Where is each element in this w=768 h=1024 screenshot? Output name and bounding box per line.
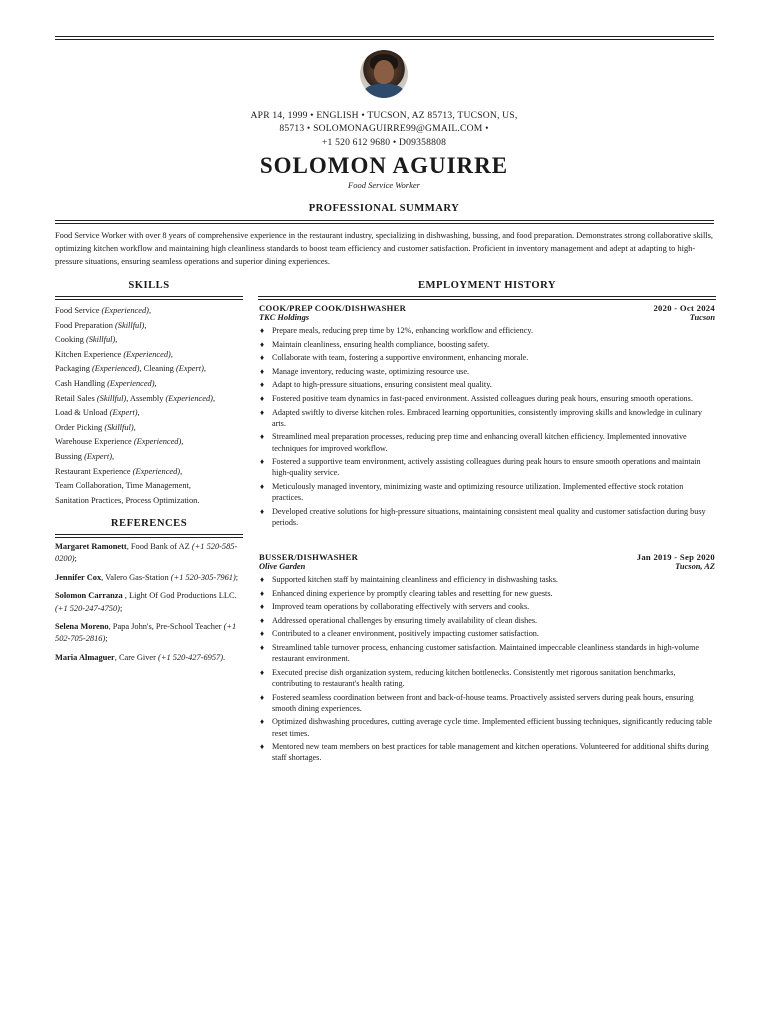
reference-item bbox=[55, 572, 245, 584]
skill-separator: , bbox=[137, 408, 140, 418]
skill-level: (Experienced) bbox=[133, 437, 182, 447]
job-dates: 2020 - Oct 2024 bbox=[653, 303, 715, 313]
skill-level: (Experienced) bbox=[91, 364, 140, 374]
reference-name: Selena Moreno bbox=[55, 622, 109, 632]
reference-phone: (+1 502-705-2816) bbox=[55, 622, 237, 644]
reference-end: ; bbox=[235, 572, 239, 582]
skill-name: Sanitation Practices, Process Optimization. bbox=[55, 495, 200, 505]
reference-name: Margaret Ramonett bbox=[55, 542, 127, 551]
job-bullet: ♦ Supported kitchen staff by maintaining cleanliness and efficiency in dishwashing tasks. bbox=[259, 574, 715, 585]
skill-item bbox=[55, 421, 245, 436]
skill-name: Order Picking bbox=[55, 422, 105, 432]
reference-phone: (+1 520-427-6957) bbox=[158, 652, 224, 662]
skill-item bbox=[55, 450, 245, 465]
skills-list bbox=[55, 304, 245, 508]
skill-separator: , bbox=[170, 349, 173, 359]
reference-organization: , Care Giver bbox=[114, 652, 159, 662]
job-bullet: ♦ Executed precise dish organization system, reducing kitchen bottlenecks. Consistently met rigorous sanitation benchmarks, contributing to restaurant's health rating. bbox=[259, 667, 715, 689]
skill-level: (Skillful) bbox=[85, 335, 116, 345]
skill-separator: , Assembly bbox=[126, 393, 166, 403]
job-subheader bbox=[259, 562, 715, 571]
job-header bbox=[259, 303, 715, 313]
reference-end: ; bbox=[74, 554, 77, 564]
job-company: Olive Garden bbox=[259, 562, 306, 571]
skill-item bbox=[55, 319, 245, 334]
skill-name: Food Preparation bbox=[55, 320, 116, 330]
skill-separator: , bbox=[180, 466, 183, 476]
skill-name: Food Service bbox=[55, 306, 102, 315]
job-header bbox=[259, 552, 715, 562]
contact-info bbox=[225, 109, 543, 149]
skill-level: (Expert) bbox=[175, 364, 204, 374]
job-location: Tucson, AZ bbox=[675, 562, 715, 571]
job-bullet: ♦ Addressed operational challenges by ensuring timely availability of clean dishes. bbox=[259, 615, 715, 626]
job-bullet: ♦ Adapt to high-pressure situations, ensuring consistent meal quality. bbox=[259, 379, 715, 390]
reference-name: Solomon Carranza bbox=[55, 591, 123, 601]
skill-separator: , bbox=[181, 437, 184, 447]
reference-phone: (+1 520-585-0200) bbox=[55, 542, 238, 564]
skill-level: (Experienced) bbox=[107, 378, 155, 388]
job-title: BUSSER/DISHWASHER bbox=[259, 552, 359, 562]
skill-separator: , bbox=[203, 364, 206, 374]
job-bullet: ♦ Contributed to a cleaner environment, positively impacting customer satisfaction. bbox=[259, 628, 715, 639]
job-bullet: ♦ Streamlined table turnover process, enhancing customer satisfaction. Maintained impeccable cleanliness standards in high-volume restaurant environment. bbox=[259, 642, 715, 664]
job-bullet: ♦ Maintain cleanliness, ensuring health compliance, boosting safety. bbox=[259, 339, 715, 350]
skill-level: (Expert) bbox=[84, 451, 112, 461]
skill-item bbox=[55, 406, 245, 421]
skill-name: Kitchen Experience bbox=[55, 349, 124, 359]
reference-end: ; bbox=[119, 603, 123, 613]
reference-organization: , Food Bank of AZ bbox=[126, 542, 192, 551]
skill-level: (Experienced) bbox=[132, 466, 181, 476]
skill-name: Bussing bbox=[55, 451, 85, 461]
skill-item bbox=[55, 494, 245, 509]
skills-divider bbox=[55, 296, 243, 297]
job-bullet: ♦ Optimized dishwashing procedures, cutting average cycle time. Implemented efficient bussing techniques, significantly reducing table reset times. bbox=[259, 716, 715, 738]
skill-name: Cash Handling bbox=[55, 378, 108, 388]
job-dates: Jan 2019 - Sep 2020 bbox=[636, 552, 715, 562]
reference-item bbox=[55, 590, 245, 615]
job-entry bbox=[259, 303, 715, 531]
profile-photo-face bbox=[374, 60, 394, 84]
summary-heading: PROFESSIONAL SUMMARY bbox=[308, 203, 460, 214]
skills-divider-secondary bbox=[55, 299, 243, 300]
skill-separator: , bbox=[144, 320, 147, 330]
skill-level: (Experienced) bbox=[123, 349, 171, 359]
job-bullet: ♦ Mentored new team members on best practices for table management and kitchen operations. Volunteered for additional shifts during staff shortages. bbox=[259, 741, 715, 763]
job-bullet: ♦ Fostered positive team dynamics in fast-paced environment. Assisted colleagues during peak hours, ensuring smooth operations. bbox=[259, 393, 715, 404]
employment-divider bbox=[258, 296, 716, 297]
references-list bbox=[55, 541, 245, 670]
reference-name: Jennifer Cox bbox=[55, 572, 102, 582]
candidate-title: Food Service Worker bbox=[348, 180, 420, 190]
summary-divider bbox=[55, 220, 714, 221]
candidate-name: SOLOMON AGUIRRE bbox=[259, 153, 509, 178]
reference-end: ; bbox=[105, 634, 108, 644]
job-bullet: ♦ Prepare meals, reducing prep time by 12%, enhancing workflow and efficiency. bbox=[259, 325, 715, 336]
skill-separator: , bbox=[148, 306, 152, 315]
references-divider-secondary bbox=[55, 537, 243, 538]
job-company: TKC Holdings bbox=[259, 313, 310, 322]
summary-text: Food Service Worker with over 8 years of comprehensive experience in the restaurant industry, specializing in dishwashing, bussing, and food preparation. Demonstrates strong collaborative skills, optimizing kitchen workflow and maintaining high cleanliness standards to boost team efficiency and customer satisfaction. Proficient in inventory management and adept at adapting to high-pressure situations, ensuring seamless operations and superior dining experiences. bbox=[55, 231, 713, 267]
reference-organization: , Light Of God Productions LLC. bbox=[122, 591, 237, 601]
job-bullet: ♦ Meticulously managed inventory, minimizing waste and optimizing resource utilization. Implemented effective stock rotation practices. bbox=[259, 481, 715, 503]
reference-item bbox=[55, 541, 245, 566]
top-divider bbox=[55, 36, 714, 37]
profile-photo-shirt bbox=[364, 84, 404, 98]
job-bullet: ♦ Manage inventory, reducing waste, optimizing resource use. bbox=[259, 366, 715, 377]
reference-organization: , Valero Gas-Station bbox=[101, 572, 171, 582]
skill-separator: , bbox=[115, 335, 118, 345]
reference-phone: (+1 520-305-7961) bbox=[170, 572, 236, 582]
skill-level: (Experienced) bbox=[165, 393, 213, 403]
reference-organization: , Papa John's, Pre-School Teacher bbox=[108, 622, 224, 632]
skill-separator: , bbox=[154, 378, 157, 388]
skill-item bbox=[55, 392, 245, 407]
skill-name: Restaurant Experience bbox=[55, 466, 133, 476]
skill-name: Cooking bbox=[55, 335, 86, 345]
job-entry bbox=[259, 552, 715, 766]
employment-heading: EMPLOYMENT HISTORY bbox=[417, 280, 557, 291]
skill-separator: , bbox=[212, 393, 216, 403]
job-bullet: ♦ Collaborate with team, fostering a supportive environment, enhancing morale. bbox=[259, 352, 715, 363]
skill-item bbox=[55, 362, 245, 377]
job-bullet: ♦ Improved team operations by collaborating effectively with servers and cooks. bbox=[259, 601, 715, 612]
summary-divider-secondary bbox=[55, 223, 714, 224]
job-subheader bbox=[259, 313, 715, 322]
contact-line-1: APR 14, 1999 • ENGLISH • TUCSON, AZ 85713, TUCSON, US, bbox=[250, 110, 518, 121]
references-divider bbox=[55, 534, 243, 535]
skill-name: Warehouse Experience bbox=[55, 437, 134, 447]
skill-item bbox=[55, 479, 245, 494]
skill-item bbox=[55, 377, 245, 392]
job-title: COOK/PREP COOK/DISHWASHER bbox=[259, 303, 407, 313]
skill-level: (Experienced) bbox=[101, 306, 149, 315]
skill-level: (Skillful) bbox=[104, 422, 134, 432]
skill-name: Retail Sales bbox=[55, 393, 97, 403]
contact-line-3: +1 520 612 9680 • D09358808 bbox=[321, 136, 447, 148]
skill-level: (Expert) bbox=[109, 408, 138, 418]
skill-item bbox=[55, 348, 245, 363]
job-bullets bbox=[259, 325, 715, 528]
job-bullet: ♦ Developed creative solutions for high-pressure situations, maintaining consistent meal quality and customer satisfaction during busy periods. bbox=[259, 506, 715, 528]
skill-separator: , bbox=[133, 422, 136, 432]
skill-name: Load & Unload bbox=[55, 408, 110, 418]
skill-separator: , Cleaning bbox=[139, 364, 176, 374]
employment-divider-secondary bbox=[258, 299, 716, 300]
top-divider-secondary bbox=[55, 39, 714, 40]
job-bullet: ♦ Enhanced dining experience by promptly clearing tables and resetting for new guests. bbox=[259, 588, 715, 599]
skills-heading: SKILLS bbox=[128, 280, 170, 291]
job-location: Tucson bbox=[689, 313, 715, 322]
job-bullet: ♦ Streamlined meal preparation processes, reducing prep time and enhancing overall kitchen efficiency. Implemented innovative techniques for improved workflow. bbox=[259, 431, 715, 453]
contact-line-2: 85713 • SOLOMONAGUIRRE99@GMAIL.COM • bbox=[279, 123, 489, 135]
job-bullet: ♦ Fostered seamless coordination between front and back-of-house teams. Proactively assisted servers during peak hours, ensuring smooth dining experiences. bbox=[259, 692, 715, 714]
skill-name: Packaging bbox=[55, 364, 92, 374]
skill-item bbox=[55, 465, 245, 480]
skill-separator: , bbox=[112, 451, 115, 461]
skill-name: Team Collaboration, Time Management, bbox=[55, 481, 191, 491]
job-bullet: ♦ Fostered a supportive team environment, actively assisting colleagues during peak hours to ensure smooth operations and maintain high-quality service. bbox=[259, 456, 715, 478]
skill-item bbox=[55, 435, 245, 450]
job-bullet: ♦ Adapted swiftly to diverse kitchen roles. Embraced learning opportunities, consistently improving skills and knowledge in culinary arts. bbox=[259, 407, 715, 429]
skill-item bbox=[55, 304, 245, 319]
reference-end: . bbox=[223, 652, 226, 662]
reference-item bbox=[55, 621, 245, 646]
skill-item bbox=[55, 333, 245, 348]
references-heading: REFERENCES bbox=[110, 518, 188, 529]
reference-phone: (+1 520-247-4750) bbox=[55, 603, 120, 613]
job-bullets bbox=[259, 574, 715, 764]
skill-level: (Skillful) bbox=[115, 320, 145, 330]
reference-name: Maria Almaguer bbox=[55, 652, 115, 662]
skill-level: (Skillful) bbox=[96, 393, 127, 403]
reference-item bbox=[55, 652, 245, 664]
profile-photo bbox=[360, 50, 408, 98]
